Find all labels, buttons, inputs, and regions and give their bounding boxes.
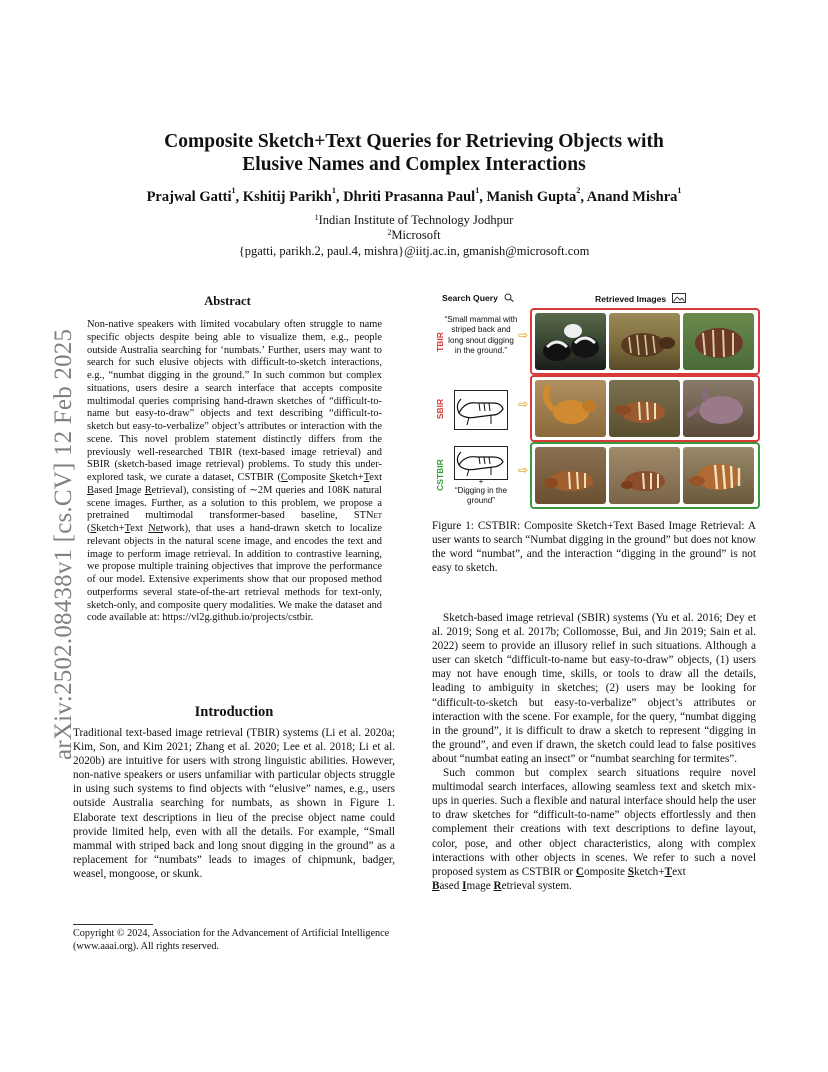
row-label-sbir: SBIR — [435, 398, 445, 420]
acronym-part: mage — [466, 879, 494, 892]
copyright-notice: Copyright © 2024, Association for the Advancement of Artificial Intelligence (www.aaai.org). All rights reserved. — [73, 928, 390, 952]
cstbir-results — [530, 442, 760, 509]
tbir-query-text: “Small mammal with striped back and long snout digging in the ground.” — [444, 315, 518, 356]
affiliation-2 — [80, 228, 748, 243]
acronym-part: ketch+ — [634, 865, 665, 878]
numbat-illustration — [609, 447, 680, 504]
search-query-header — [442, 293, 515, 303]
numbat-illustration — [535, 447, 606, 504]
paper-title — [80, 130, 748, 176]
figure-caption: Figure 1: CSTBIR: Composite Sketch+Text Based Image Retrieval: A user wants to search “Numbat digging in the ground” but does not know the word “numbat”, and the interaction “digging in the ground” is not easy to sketch. — [432, 520, 756, 575]
stnet-name: STNet — [353, 510, 382, 522]
acronym-letter: S — [329, 472, 336, 483]
affiliation-text: Microsoft — [391, 228, 441, 242]
author-sup: 1 — [677, 186, 682, 195]
result-image-aardvark — [683, 380, 754, 437]
right-paragraph-2 — [432, 766, 756, 893]
abstract-heading: Abstract — [204, 294, 251, 308]
search-query-label: Search Query — [442, 293, 498, 303]
affiliation-sup: 1 — [314, 213, 319, 222]
acronym-letter: I — [462, 879, 467, 892]
retrieved-images-header — [595, 293, 686, 304]
result-image-squirrel — [535, 380, 606, 437]
acronym-letter: T — [363, 472, 370, 483]
author-sup: 1 — [331, 186, 336, 195]
arxiv-stamp — [20, 290, 77, 760]
acronym-letter: R — [144, 484, 152, 496]
author: Prajwal Gatti — [146, 189, 232, 205]
arxiv-id: arXiv:2502.08438v1 [cs.CV] 12 Feb 2025 — [50, 328, 77, 760]
abstract-text: Non-native speakers with limited vocabulary often struggle to name specific objects despite being able to visualize them, e.g., people outside Australia searching for ‘numbats.’ Further, users may want to search for such elusive objects with difficult-to-sketch interactions, e.g., “numbat digging in the ground.” In such common but complex situations, users desire a search interface that accepts composite multimodal queries comprising hand-drawn sketches of “difficult-to-name but easy-to-draw” objects and text describing “difficult-to-sketch but easy-to-verbalize” object’s attributes or interaction with the scene. This novel problem statement distinctly differs from the previously well-researched TBIR (text-based image retrieval) and SBIR (sketch-based image retrieval) problems. To study this under-explored task, we curate a dataset, CSTBIR ( — [87, 319, 382, 483]
acronym-letter: S — [627, 865, 635, 878]
acronym-part: mage — [119, 484, 145, 496]
abstract-text: ( — [87, 523, 91, 534]
acronym-part: ketch+ — [335, 472, 364, 483]
arrow-icon: ⇨ — [518, 328, 529, 342]
figure-1 — [432, 290, 758, 508]
acronym-letter: B — [432, 879, 440, 892]
cstbir-sketch — [454, 446, 508, 480]
author-emails: {pgatti, parikh.2, paul.4, mishra}@iitj.ac.in, gmanish@microsoft.com — [238, 244, 590, 258]
aardvark-illustration — [683, 380, 754, 437]
paragraph-text: Such common but complex search situations require novel multimodal search interfaces, allowing seamless text and sketch mix-ups in queries. Such a flexible and natural interface should help the user to draw sketches for “difficult-to-name” objects effortlessly and then complement their creations with text descriptions to define layout, color, pose, and other object characteristics, along with complex interactions with other objects in scenes. We refer to such a novel proposed system as CSTBIR or — [432, 767, 756, 878]
numbat-sketch-icon — [455, 391, 507, 429]
acronym-part: ased — [439, 879, 463, 892]
retrieved-images-label: Retrieved Images — [595, 294, 667, 304]
author-sup: 1 — [231, 186, 236, 195]
right-column-body — [432, 611, 756, 893]
affiliation-1 — [80, 213, 748, 228]
acronym-letter: C — [575, 865, 584, 878]
acronym-part: work — [163, 523, 185, 534]
tbir-results — [530, 308, 760, 375]
result-image-numbat — [609, 380, 680, 437]
sbir-results — [530, 375, 760, 442]
numbat-illustration — [683, 447, 754, 504]
author: Manish Gupta — [486, 189, 577, 205]
acronym-letter: T — [664, 865, 673, 878]
acronym-letter: T — [124, 523, 131, 534]
acronym-part: omposite — [287, 472, 330, 483]
abstract-text: ), that uses a hand-drawn sketch to localize relevant objects in the natural scene image, and encodes the text and image to perform image retrieval. In addition to contrastive learning, we propose multiple training objectives that improve the performance of our model. Extensive experiments show that our proposed method outperforms several state-of-the-art retrieval methods for text-only, sketch-only, and composite query modalities. We make the dataset and code available at: https://vl2g.github.io/projects/cstbir. — [87, 523, 383, 624]
arrow-icon: ⇨ — [518, 397, 529, 411]
result-image-numbat-3 — [683, 447, 754, 504]
cstbir-query-text: “Digging in the ground” — [454, 486, 508, 506]
numbat-illustration — [609, 380, 680, 437]
author-sup: 2 — [576, 186, 581, 195]
affiliation-sup: 2 — [387, 228, 392, 237]
acronym-part: ketch+ — [96, 523, 125, 534]
introduction-heading: Introduction — [194, 704, 274, 720]
acronym-part: etrieval — [151, 484, 183, 496]
acronym-part: ext — [130, 523, 149, 534]
acronym-letter: I — [115, 484, 120, 496]
result-image-numbat-1 — [535, 447, 606, 504]
right-paragraph-1: Sketch-based image retrieval (SBIR) systems (Yu et al. 2016; Dey et al. 2019; Song et al. 2017b; Collomosse, Bui, and Jin 2019; Sain et al. 2022) seem to provide an illusory relief in such situations. Although a user can sketch “difficult-to-name but easy-to-draw” objects, (1) users may not have enough time, skills, or tools to draw all the details, leading to ambiguity in sketches; (2) users may be looking for “difficult-to-sketch but easy-to-verbalize” object’s attributes or interaction with the scene. For example, for the query, “numbat digging in the ground”, it is difficult to draw a sketch to represent “digging in the ground”, and even if drawn, the sketch could lead to false positives about “numbat eating an insect” or “numbat searching for termites”. — [432, 612, 756, 765]
acronym-letter: R — [493, 879, 502, 892]
acronym-letter: C — [280, 472, 288, 483]
result-image-numbat-2 — [609, 447, 680, 504]
acronym-part: etrieval system. — [501, 879, 572, 892]
acronym-part: omposite — [583, 865, 628, 878]
author: Dhriti Prasanna Paul — [343, 189, 476, 205]
acronym-part: ased — [93, 484, 116, 496]
acronym-letter: S — [90, 523, 97, 534]
abstract-text: ), consisting of ∼2M queries and 108K natural scene images. Further, as a solution to this problem, we propose a pretrained multimodal transformer-based baseline, — [87, 484, 382, 522]
affiliation-text: Indian Institute of Technology Jodhpur — [318, 213, 514, 227]
acronym-letter: B — [87, 484, 94, 496]
squirrel-illustration — [535, 380, 606, 437]
piglet-illustration — [683, 313, 754, 370]
author-sup: 1 — [475, 186, 480, 195]
query-plus: + — [478, 477, 484, 486]
title-line-1: Composite Sketch+Text Queries for Retrieving Objects with — [164, 131, 664, 152]
author: Anand Mishra — [586, 189, 678, 205]
acronym-letter: Net — [148, 523, 164, 534]
search-sketch-icon — [503, 293, 515, 302]
row-label-tbir: TBIR — [435, 332, 445, 352]
numbat-sketch-icon — [455, 447, 507, 479]
acronym-part: ext — [672, 865, 686, 878]
image-icon — [672, 293, 686, 303]
skunk-illustration — [535, 313, 606, 370]
acronym-part: ext — [369, 472, 382, 483]
tapir-illustration — [609, 313, 680, 370]
arrow-icon: ⇨ — [518, 463, 529, 477]
author-list: Prajwal Gatti$^1$, Kshitij Parikh$^1$, Dhriti Prasanna Paul$^1$, Manish Gupta$^2$, Anand Mishra$^1$ — [146, 186, 682, 205]
result-image-piglet — [683, 313, 754, 370]
result-image-tapir — [609, 313, 680, 370]
sbir-sketch — [454, 390, 508, 430]
introduction-body — [73, 726, 395, 881]
author: Kshitij Parikh — [242, 189, 332, 205]
result-image-skunk — [535, 313, 606, 370]
row-label-cstbir: CSTBIR — [435, 459, 445, 491]
title-line-2: Elusive Names and Complex Interactions — [242, 154, 586, 175]
abstract-body — [87, 319, 382, 625]
footnote-rule — [73, 924, 153, 925]
intro-paragraph: Traditional text-based image retrieval (TBIR) systems (Li et al. 2020a; Kim, Son, and Kim 2021; Zhang et al. 2020; Lee et al. 2018; Li et al. 2020b) are intuitive for users with strong linguistic abilities. However, non-native speakers or users unfamiliar with particular objects struggle in using such systems to find objects with “elusive” names, e.g., users outside Australia searching for numbats, as shown in Figure 1. Elaborate text descriptions in lieu of the precise object name could provide limited help, even with all the details. For example, “Small mammal with striped back and long snout digging in the ground” as a replacement for “numbats” leads to images of chipmunk, badger, weasel, mongoose, or skunk. — [73, 727, 395, 880]
